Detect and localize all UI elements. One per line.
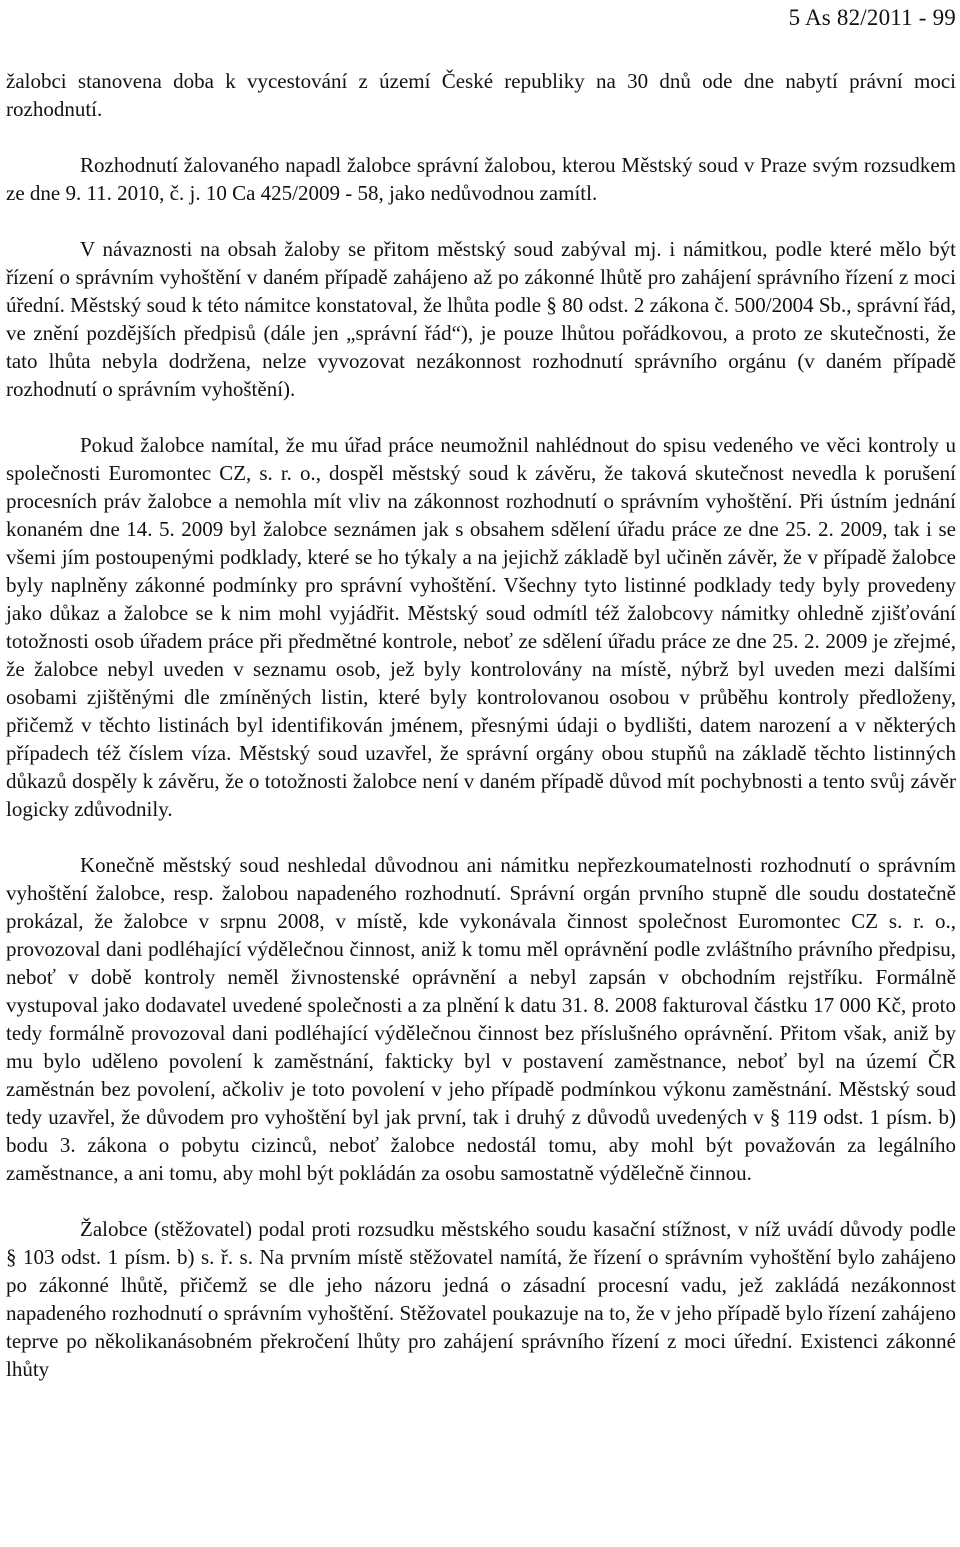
paragraph-file-inspection-objection: Pokud žalobce namítal, že mu úřad práce neumožnil nahlédnout do spisu vedeného ve věci kontroly u společnosti Euromontec CZ, s. r. o., dospěl městský soud k závěru, že taková skutečnost nevedla k porušení procesních práv žalobce a nemohla mít vliv na zákonnost rozhodnutí o správním vyhoštění. Při ústním jednání konaném dne 14. 5. 2009 byl žalobce seznámen jak s obsahem sdělení úřadu práce ze dne 25. 2. 2009, tak i se všemi jím postoupenými podklady, které se ho týkaly a na jejichž základě byl učiněn závěr, že v případě žalobce byly naplněny zákonné podmínky pro správní vyhoštění. Všechny tyto listinné podklady tedy byly provedeny jako důkaz a žalobce se k nim mohl vyjádřit. Městský soud odmítl též žalobcovy námitky ohledně zjišťování totožnosti osob úřadem práce při předmětné kontrole, neboť ze sdělení úřadu práce ze dne 25. 2. 2009 je zřejmé, že žalobce nebyl uveden v seznamu osob, jež byly kontrolovány na místě, nýbrž byl uveden mezi dalšími osobami zjištěnými dle zmíněných listin, které byly kontrolovanou osobou v průběhu kontroly předloženy, přičemž v těchto listinách byl identifikován jménem, přesnými údaji o bydlišti, datem narození a v některých případech též číslem víza. Městský soud uzavřel, že správní orgány obou stupňů na základě těchto listinných důkazů dospěly k závěru, že o totožnosti žalobce není v daném případě důvod mít pochybnosti a tento svůj závěr logicky zdůvodnily. <box>6 433 956 821</box>
paragraph-lawsuit-dismissed: Rozhodnutí žalovaného napadl žalobce správní žalobou, kterou Městský soud v Praze svým rozsudkem ze dne 9. 11. 2010, č. j. 10 Ca 425/2009 - 58, jako nedůvodnou zamítl. <box>6 153 956 205</box>
document-body <box>6 67 956 1383</box>
paragraph-continuation: žalobci stanovena doba k vycestování z území České republiky na 30 dnů ode dne nabytí právní moci rozhodnutí. <box>6 69 956 121</box>
paragraph-cassation-complaint: Žalobce (stěžovatel) podal proti rozsudku městského soudu kasační stížnost, v níž uvádí důvody podle § 103 odst. 1 písm. b) s. ř. s. Na prvním místě stěžovatel namítá, že řízení o správním vyhoštění bylo zahájeno po zákonné lhůtě, přičemž se dle jeho názoru jedná o zásadní procesní vadu, jež zakládá nezákonnost napadeného rozhodnutí o správním vyhoštění. Stěžovatel poukazuje na to, že v jeho případě bylo řízení zahájeno teprve po několikanásobném překročení lhůty pro zahájení správního řízení z moci úřední. Existenci zákonné lhůty <box>6 1217 956 1381</box>
case-number: 5 As 82/2011 - 99 <box>788 5 956 30</box>
paragraph-time-limit-objection: V návaznosti na obsah žaloby se přitom městský soud zabýval mj. i námitkou, podle které mělo být řízení o správním vyhoštění v daném případě zahájeno až po zákonné lhůtě pro zahájení správního řízení z moci úřední. Městský soud k této námitce konstatoval, že lhůta podle § 80 odst. 2 zákona č. 500/2004 Sb., správní řád, ve znění pozdějších předpisů (dále jen „správní řád“), je pouze lhůtou pořádkovou, a proto ze skutečnosti, že tato lhůta nebyla dodržena, nelze vyvozovat nezákonnost rozhodnutí správního orgánu (v daném případě rozhodnutí o správním vyhoštění). <box>6 237 956 401</box>
paragraph-reviewability-objection: Konečně městský soud neshledal důvodnou ani námitku nepřezkoumatelnosti rozhodnutí o správním vyhoštění žalobce, resp. žalobou napadeného rozhodnutí. Správní orgán prvního stupně dle soudu dostatečně prokázal, že žalobce v srpnu 2008, v místě, kde vykonávala činnost společnost Euromontec CZ s. r. o., provozoval dani podléhající výdělečnou činnost, aniž k tomu měl oprávnění podle zvláštního právního předpisu, neboť v době kontroly neměl živnostenské oprávnění a nebyl zapsán v obchodním rejstříku. Formálně vystupoval jako dodavatel uvedené společnosti a za plnění k datu 31. 8. 2008 fakturoval částku 17 000 Kč, proto tedy formálně provozoval dani podléhající výdělečnou činnost bez příslušného oprávnění. Přitom však, aniž by mu bylo uděleno povolení k zaměstnání, fakticky byl v postavení zaměstnance, neboť byl na území ČR zaměstnán bez povolení, ačkoliv je toto povolení v jeho případě podmínkou výkonu zaměstnání. Městský soud tedy uzavřel, že důvodem pro vyhoštění byl jak první, tak i druhý z důvodů uvedených v § 119 odst. 1 písm. b) bodu 3. zákona o pobytu cizinců, neboť žalobce nedostál tomu, aby mohl být považován za legálního zaměstnance, a ani tomu, aby mohl být pokládán za osobu samostatně výdělečně činnou. <box>6 853 956 1185</box>
